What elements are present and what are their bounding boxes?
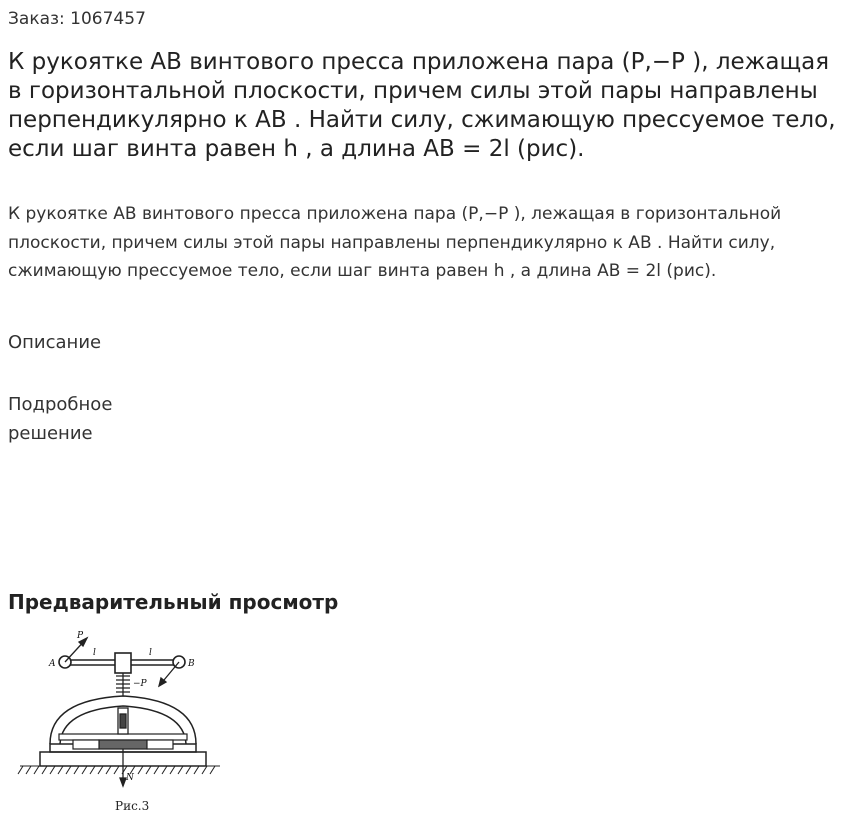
screw bbox=[116, 668, 130, 734]
label-a: A bbox=[49, 659, 56, 669]
description-label: Описание bbox=[8, 332, 102, 353]
preview-figure bbox=[15, 628, 230, 818]
detailed-solution-label: Подробное решение bbox=[8, 394, 113, 444]
handle-ab bbox=[59, 653, 185, 673]
label-minus-p: −P bbox=[133, 679, 147, 689]
problem-text: К рукоятке АВ винтового пресса приложена пара (P,−P ), лежащая в горизонтальной плоскости, причем силы этой пары направлены перпендикулярно к АВ . Найти силу, сжимающую прессуемое тело, если шаг винта равен h , а длина АВ = 2l (рис). bbox=[8, 204, 782, 281]
label-b: B bbox=[188, 659, 195, 669]
press-plate bbox=[59, 734, 187, 749]
preview-heading: Предварительный просмотр bbox=[8, 590, 339, 614]
screw-press-drawing bbox=[15, 628, 230, 818]
figure-caption: Рис.3 bbox=[115, 799, 150, 813]
label-l-right: l bbox=[149, 648, 152, 658]
label-p: P bbox=[77, 631, 84, 641]
order-number: Заказ: 1067457 bbox=[8, 9, 146, 29]
label-n: N bbox=[126, 773, 134, 783]
problem-title: К рукоятке АВ винтового пресса приложена пара (P,−P ), лежащая в горизонтальной плоскости, причем силы этой пары направлены перпендикулярно к АВ . Найти силу, сжимающую прессуемое тело, если шаг винта равен h , а длина АВ = 2l (рис). bbox=[8, 49, 836, 162]
ground-hatching bbox=[18, 766, 220, 774]
label-l-left: l bbox=[93, 648, 96, 658]
